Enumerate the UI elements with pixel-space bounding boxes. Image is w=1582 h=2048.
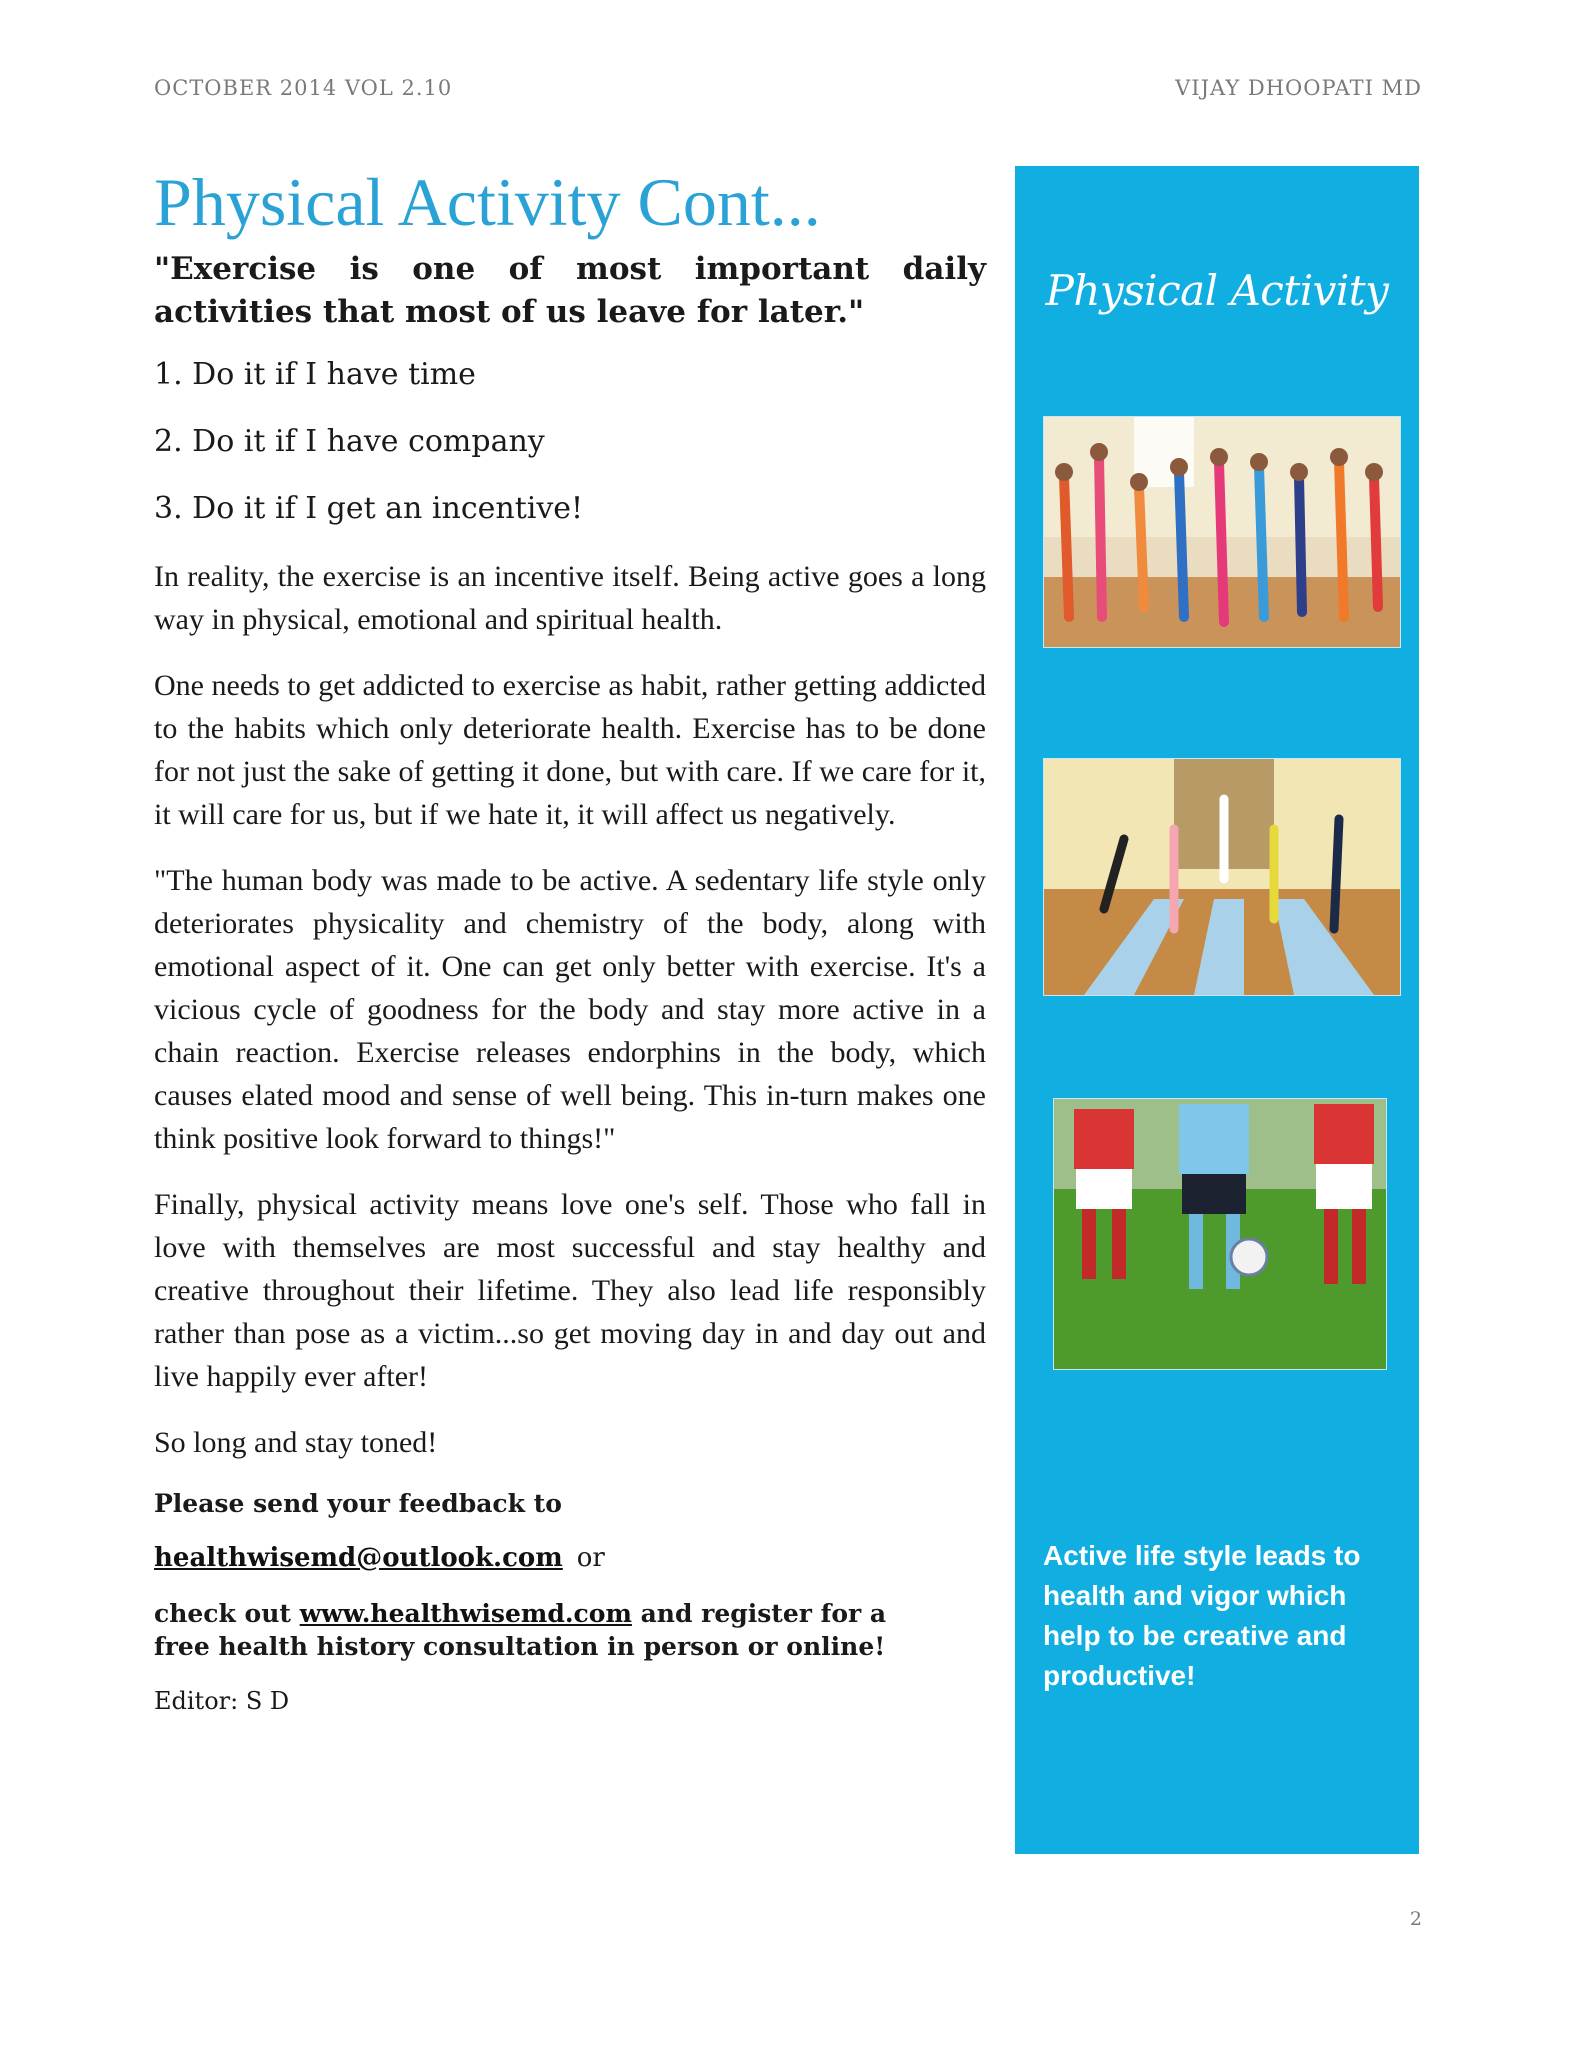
article-body <box>154 162 986 1715</box>
sign-off: So long and stay toned! <box>154 1426 438 1459</box>
sidebar-panel <box>1015 166 1419 1854</box>
page-number: 2 <box>1409 1908 1422 1930</box>
paragraph: "The human body was made to be active. A sedentary life style only deteriorates physicality and chemistry of the body, along with emotional aspect of it. One can get only better with exercise. It's a vicious cycle of goodness for the body and stay more active in a chain reaction. Exercise releases endorphins in the body, which causes elated mood and sense of well being. This in-turn makes one think positive look forward to things!" <box>154 864 986 1155</box>
article-quote: "Exercise is one of most important daily activities that most of us leave for later." <box>154 251 986 330</box>
paragraph: In reality, the exercise is an incentive itself. Being active goes a long way in physical, emotional and spiritual health. <box>154 560 986 636</box>
checkout-prefix: check out <box>154 1599 300 1628</box>
article-title: Physical Activity Cont... <box>154 164 821 240</box>
sidebar-caption: Active life style leads to health and vigor which help to be creative and productive! <box>1043 1540 1361 1691</box>
header-author-label: VIJAY DHOOPATI MD <box>1175 76 1422 100</box>
sidebar-title: Physical Activity <box>1045 266 1389 315</box>
or-text: or <box>576 1543 605 1573</box>
kids-dance-class-photo <box>1043 416 1401 648</box>
email-row <box>154 1543 986 1573</box>
checkout-text <box>154 1597 934 1663</box>
checkout-suffix: and register for a free health history consultation in person or online! <box>154 1599 887 1661</box>
list-item: 3. Do it if I get an incentive! <box>154 491 584 526</box>
header-issue-label: OCTOBER 2014 VOL 2.10 <box>154 76 453 100</box>
list-item: 1. Do it if I have time <box>154 357 476 392</box>
paragraph: Finally, physical activity means love one's self. Those who fall in love with themselves are most successful and stay healthy and creative throughout their lifetime. They also lead life responsibly rather than pose as a victim...so get moving day in and day out and live happily ever after! <box>154 1188 986 1393</box>
list-item: 2. Do it if I have company <box>154 424 545 459</box>
website-link[interactable]: www.healthwisemd.com <box>299 1599 632 1628</box>
editor-credit: Editor: S D <box>154 1687 290 1715</box>
soccer-players-photo <box>1053 1098 1387 1370</box>
paragraph: One needs to get addicted to exercise as habit, rather getting addicted to the habits which only deteriorate health. Exercise has to be done for not just the sake of getting it done, but with care. If we care for it, it will care for us, but if we hate it, it will affect us negatively. <box>154 669 986 831</box>
email-link[interactable]: healthwisemd@outlook.com <box>154 1543 563 1573</box>
yoga-class-photo <box>1043 758 1401 996</box>
feedback-label: Please send your feedback to <box>154 1489 562 1518</box>
